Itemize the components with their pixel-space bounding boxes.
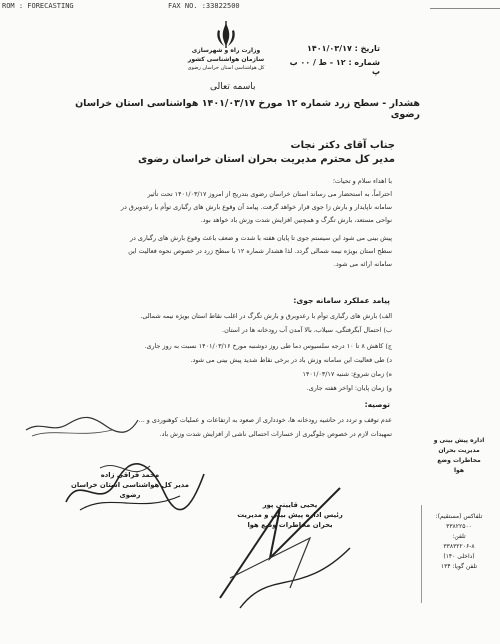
consequence-item-b: ب) احتمال آبگرفتگی، سیلاب، بالا آمدن آب رودخانه ها در استان. [222, 326, 392, 334]
invocation-text: باسمه تعالی [210, 82, 256, 92]
director-title: مدیر کل هواشناسی استان خراسان رضوی [71, 481, 189, 499]
addressee-name: جناب آقای دکتر نجات [290, 140, 395, 151]
consequence-item-c: ج) کاهش ۸ تا ۱۰ درجه سلسیوس دما طی روز دوشنبه مورخ ۱۴۰۱/۰۳/۱۶ نسبت به روز جاری. [144, 342, 392, 350]
office-name-line: هوا [454, 467, 464, 474]
consequence-item-d: د) طی فعالیت این سامانه وزش باد در برخی نقاط شدید پیش بینی می شود. [190, 356, 392, 364]
org-organization: سازمان هواشناسی کشور [187, 56, 265, 63]
org-province-office: کل هواشناسی استان خراسان رضوی [187, 65, 265, 71]
start-time-item: ه) زمان شروع: شنبه ۱۴۰۱/۰۳/۱۷ [302, 370, 392, 378]
greeting-line: با اهداء سلام و تحیات؛ [332, 177, 392, 185]
contact-info [424, 512, 494, 572]
fax-timestamp-smudge [430, 0, 500, 9]
director-signature-block [60, 470, 200, 500]
body-line: سامانه ارائه می شود. [333, 260, 392, 268]
deputy-title-line2: بحران مخاطرات وضع هوا [247, 521, 333, 529]
body-line: نواحی مستعد، بارش تگرگ و همچنین افزایش شدت وزش باد خواهد بود. [200, 216, 392, 224]
letter-number: شماره : ۱۲ - ط / ۰۰ ب پ [289, 58, 380, 76]
deputy-name: یحیی قایینی پور [262, 501, 318, 509]
handwritten-annotation-icon [22, 410, 142, 440]
recommendation-line: تمهیدات لازم در خصوص جلوگیری از خسارات احتمالی ناشی از افزایش شدت وزش باد. [159, 430, 392, 438]
body-line: احتراماً، به استحضار می رساند استان خراسان رضوی بتدریج از امروز ۱۴۰۱/۰۳/۱۷ تحت تأثیر [147, 190, 392, 198]
office-sidebar [424, 436, 494, 476]
body-line: پیش بینی می شود این سیستم جوی تا پایان هفته با شدت و ضعف باعث وقوع بارش های رگباری در [129, 234, 392, 242]
office-name-line: اداره پیش بینی و [433, 437, 485, 444]
fax-source-label: ROM : FORECASTING [2, 2, 74, 10]
warning-title: هشدار - سطح زرد شماره ۱۲ مورخ ۱۴۰۱/۰۳/۱۷ هواشناسی استان خراسان رضوی [75, 98, 420, 120]
organization-header [170, 46, 282, 73]
signature-deputy-icon [210, 478, 360, 618]
extension-value: (داخلی ۱۴۰) [443, 553, 475, 560]
end-time-item: و) زمان پایان: اواخر هفته جاری. [306, 384, 392, 392]
recommendation-heading: توصیه: [364, 400, 390, 409]
deputy-title-line1: رئیس اداره پیش بینی و مدیریت [237, 511, 343, 519]
fax-header-strip [0, 0, 500, 14]
addressee-title: مدیر کل محترم مدیریت بحران استان خراسان رضوی [138, 154, 395, 165]
recommendation-line: عدم توقف و تردد در حاشیه رودخانه ها، خودداری از صعود به ارتفاعات و عملیات کوهنوردی و ... [138, 416, 392, 424]
phone-label: تلفن: [452, 533, 466, 540]
consequences-heading: پیامد عملکرد سامانه جوی: [293, 296, 390, 305]
fax-label: تلفاکس (مستقیم): [435, 513, 483, 520]
body-line: سطح استان بویژه نیمه شمالی گردد. لذا هشدار شماره ۱۲ با سطح زرد در خصوص نحوه فعالیت این [128, 247, 392, 255]
letter-date: تاریخ : ۱۴۰۱/۰۳/۱۷ [306, 44, 380, 53]
fax-value: ۳۳۸۲۲۵۰۰ [446, 523, 472, 530]
office-name-line: مخاطرات وضع [437, 457, 481, 464]
body-line: سامانه ناپایدار و بارش زا جوی قرار خواهد گرفت. پیامد آن وقوع بارش های رگباری توأم با رعدوبرق در [120, 203, 392, 211]
voice-phone-value: تلفن گویا: ۱۳۴ [440, 563, 478, 570]
org-ministry: وزارت راه و شهرسازی [191, 47, 261, 54]
fax-number-label: FAX NO. :33822500 [168, 2, 240, 10]
deputy-signature-block [220, 500, 360, 530]
phone-value: ۳۳۸۳۲۲۰۶-۸ [443, 543, 475, 550]
director-name: محمد قراقی زاده [100, 471, 160, 479]
consequence-item-a: الف) بارش های رگباری توأم با رعدوبرق و بارش تگرگ در اغلب نقاط استان بویژه نیمه شمالی. [140, 312, 392, 320]
office-name-line: مدیریت بحران [438, 447, 480, 454]
